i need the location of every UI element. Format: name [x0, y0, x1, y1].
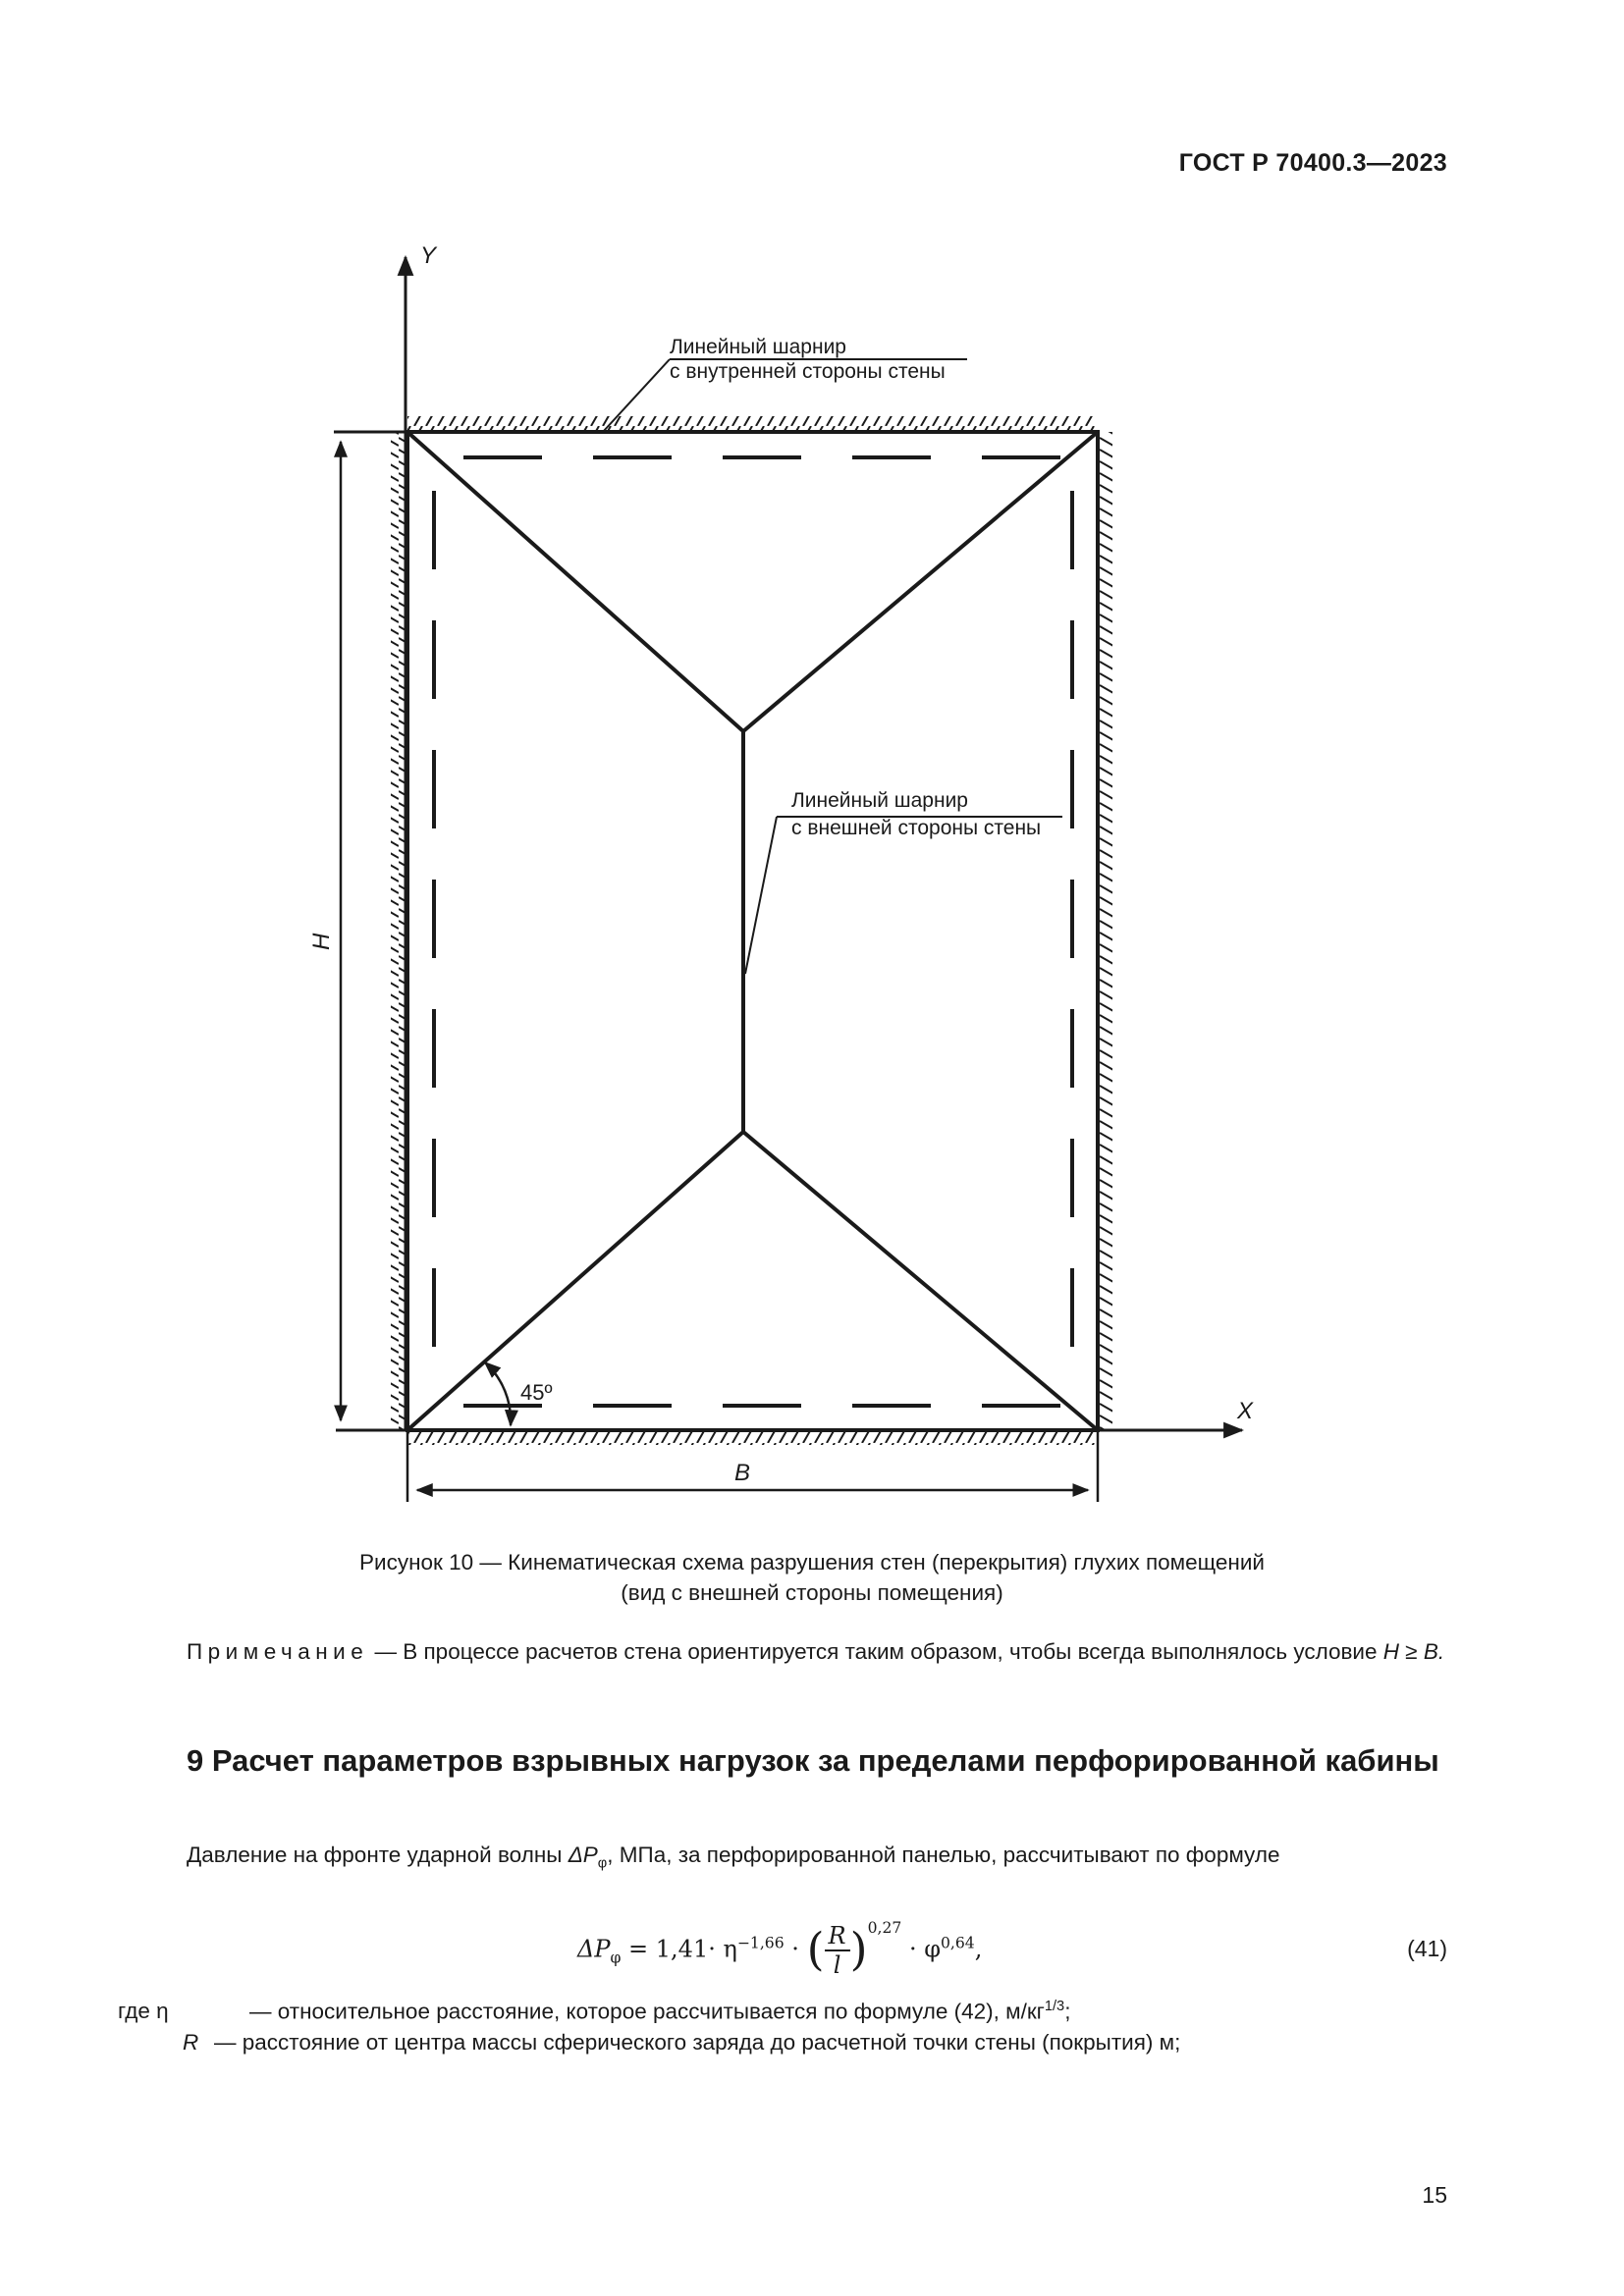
support-hatch-left — [391, 432, 406, 1430]
callout-mid-text-2: с внешней стороны стены — [791, 817, 1042, 839]
formula-frac-den: l — [833, 1951, 841, 1979]
body-text-b: , МПа, за перфорированной панелью, рассчитывают по формуле — [607, 1842, 1280, 1867]
definition-eta-sup: 1/3 — [1044, 1999, 1065, 2014]
y-axis-label: Y — [420, 242, 437, 269]
angle-label: 45º — [520, 1380, 553, 1405]
formula-phi: · φ — [908, 1935, 941, 1963]
figure-caption-line1: Рисунок 10 — Кинематическая схема разрушения стен (перекрытия) глухих помещений — [359, 1550, 1265, 1575]
callout-top-text-1: Линейный шарнир — [670, 336, 846, 358]
support-hatch-right — [1098, 432, 1112, 1430]
page-number: 15 — [1422, 2182, 1447, 2208]
formula-paren-right: ) — [849, 1922, 868, 1976]
formula-lhs-sub: φ — [610, 1949, 622, 1967]
callout-top-text-2: с внутренней стороны стены — [670, 360, 946, 383]
note-condition: H ≥ B. — [1382, 1639, 1445, 1664]
callout-mid-leader — [745, 817, 777, 974]
angle-arc — [485, 1362, 511, 1425]
support-hatch-top — [407, 416, 1095, 431]
body-symbol-sub: φ — [597, 1855, 608, 1872]
figure-caption-line2: (вид с внешней стороны помещения) — [621, 1580, 1003, 1605]
definition-eta-tail: ; — [1064, 1999, 1071, 2024]
formula-exp1: −1,66 — [736, 1934, 785, 1952]
formula-tail: , — [974, 1935, 983, 1963]
formula-exp3: 0,64 — [941, 1934, 975, 1952]
formula-fraction — [825, 1922, 850, 1979]
formula-frac-num: R — [825, 1922, 850, 1951]
note-paragraph — [118, 1635, 1446, 1668]
section-heading: 9 Расчет параметров взрывных нагрузок за пределами перфорированной кабины — [187, 1743, 1439, 1778]
x-axis-label: X — [1237, 1398, 1254, 1424]
formula-lhs: ΔP — [577, 1935, 611, 1963]
callout-mid-text-1: Линейный шарнир — [791, 789, 968, 812]
formula-exp2: 0,27 — [867, 1918, 902, 1937]
note-text: — В процессе расчетов стена ориентируется таким образом, чтобы всегда выполнялось условие — [368, 1639, 1383, 1664]
formula-dot: · — [791, 1935, 799, 1963]
body-paragraph — [118, 1839, 1446, 1881]
b-dimension-label: B — [734, 1460, 751, 1486]
definition-text-r: — расстояние от центра массы сферического заряда до расчетной точки стены (покрытия) м; — [214, 2030, 1181, 2055]
definition-eta-body: — относительное расстояние, которое рассчитывается по формуле (42), м/кг — [249, 1999, 1045, 2024]
definition-symbol-eta: где η — [118, 1999, 169, 2023]
definition-text-eta — [249, 1999, 1070, 2025]
formula-eq: = 1,41· η — [621, 1935, 737, 1963]
body-symbol: ΔP — [568, 1842, 598, 1867]
formula-paren-left: ( — [806, 1922, 825, 1976]
slab-outline — [407, 432, 1098, 1430]
note-label: Примечание — [187, 1639, 369, 1664]
formula-41 — [577, 1918, 983, 1979]
body-text-a: Давление на фронте ударной волны — [187, 1842, 568, 1867]
document-header-id: ГОСТ Р 70400.3—2023 — [1178, 149, 1447, 177]
support-hatch-bottom — [407, 1430, 1095, 1445]
equation-number: (41) — [1407, 1936, 1447, 1961]
definition-symbol-r: R — [183, 2030, 199, 2055]
yield-lines — [407, 432, 1098, 1430]
h-dimension-label: H — [308, 933, 335, 950]
